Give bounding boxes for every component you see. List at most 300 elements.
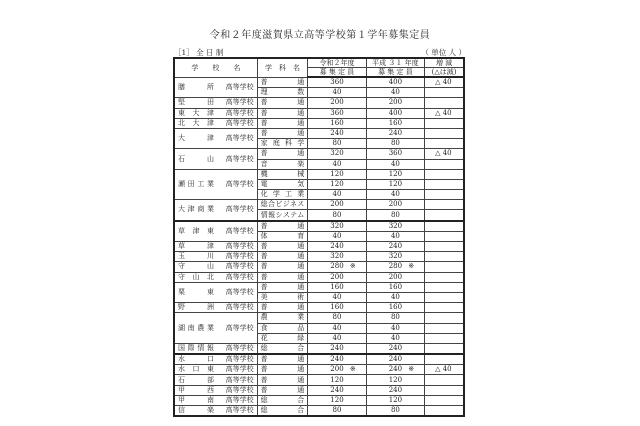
school-cell [174,385,257,395]
r2-cell [308,323,366,333]
school-cell [174,343,257,354]
h31-value: 200 [388,98,403,107]
change-cell [425,323,464,333]
table-row [174,242,464,252]
table-row [174,262,464,272]
header-r2-sub: 募 集 定 員 [308,68,366,78]
change-cell [425,159,464,169]
change-cell [425,139,464,149]
h31-value: 400 [388,78,403,87]
h31-cell [366,118,424,128]
school-suffix: 高等学校 [225,179,254,188]
dept-cell [257,98,308,108]
r2-cell [308,77,366,88]
change-cell [425,385,464,395]
dept-name: 情報システム [260,210,305,219]
change-cell [425,303,464,313]
school-name: 守山北 [178,272,214,281]
dept-cell [257,303,308,313]
r2-cell [308,179,366,189]
enrollment-table [173,57,465,417]
change-cell [425,210,464,221]
h31-value: 240 [388,129,403,138]
school-cell [174,365,257,375]
change-cell [425,262,464,272]
school-name: 甲南 [178,395,214,404]
dept-cell [257,118,308,128]
dept-name: 理数 [260,88,305,97]
h31-cell [366,262,424,272]
h31-value: 80 [390,406,400,415]
school-name: 湖南農業 [178,323,214,332]
school-suffix: 高等学校 [225,82,254,91]
school-suffix: 高等学校 [225,375,254,384]
r2-value: 320 [330,149,344,158]
school-cell [174,395,257,405]
h31-cell [366,406,424,417]
change-cell [425,343,464,354]
dept-name: 美術 [260,293,305,302]
change-cell [425,272,464,282]
dept-cell [257,406,308,417]
table-row [174,343,464,354]
h31-cell [366,343,424,354]
h31-value: 360 [388,149,403,158]
change-cell [425,108,464,118]
school-cell [174,406,257,417]
dept-name: 花緑 [260,333,305,342]
dept-cell [257,282,308,292]
school-cell [174,77,257,98]
school-suffix: 高等学校 [225,395,254,404]
r2-cell [308,139,366,149]
school-name: 野洲 [178,303,214,312]
school-name: 水口 [178,355,214,364]
r2-value: 40 [332,293,342,302]
h31-cell [366,395,424,405]
r2-cell [308,169,366,179]
h31-cell [366,169,424,179]
dept-cell [257,375,308,385]
r2-cell [308,262,366,272]
h31-value: 240 [388,343,403,352]
h31-cell [366,159,424,169]
h31-value: 40 [390,323,400,332]
school-suffix: 高等学校 [225,323,254,332]
h31-cell [366,313,424,323]
h31-value: 120 [388,169,403,178]
h31-value: 200 [388,200,403,209]
dept-name: 食品 [260,323,305,332]
r2-cell [308,190,366,200]
dept-cell [257,252,308,262]
dept-cell [257,88,308,98]
change-cell [425,179,464,189]
h31-value: 400 [388,108,403,117]
h31-value: 40 [390,231,400,240]
r2-value: 80 [332,210,342,219]
h31-value: 160 [388,282,403,291]
school-name: 玉川 [178,252,214,261]
dept-name: 普通 [260,77,305,86]
change-cell [425,128,464,138]
r2-value: 240 [330,129,344,138]
dept-name: 体育 [260,231,305,240]
r2-value: 80 [332,139,342,148]
header-change-sub: (△は減) [425,68,464,78]
school-cell [174,169,257,200]
change-cell [425,118,464,128]
school-name: 草津 [178,242,214,251]
table-row [174,354,464,365]
r2-note-mark: ※ [349,262,356,271]
h31-cell [366,333,424,343]
dept-name: 農業 [260,313,305,322]
dept-name: 家庭科学 [260,139,305,148]
r2-cell [308,282,366,292]
dept-cell [257,190,308,200]
h31-cell [366,210,424,221]
h31-value: 240 [388,385,403,394]
dept-cell [257,77,308,88]
dept-cell [257,159,308,169]
h31-value: 40 [390,190,400,199]
h31-value: 40 [390,293,400,302]
h31-value: 40 [390,159,400,168]
dept-name: 普通 [260,252,305,261]
dept-name: 化学工業 [260,190,305,199]
document-title: 令和２年度滋賀県立高等学校第１学年募集定員 [209,30,431,41]
r2-cell [308,200,366,210]
school-name: 大津 [178,134,214,143]
r2-cell [308,354,366,365]
dept-cell [257,221,308,232]
school-suffix: 高等学校 [225,355,254,364]
h31-cell [366,221,424,232]
dept-name: 普通 [260,365,305,374]
h31-value: 120 [388,375,403,384]
dept-cell [257,365,308,375]
r2-cell [308,252,366,262]
school-cell [174,149,257,169]
header-h31-sub: 募 集 定 員 [366,68,424,78]
h31-cell [366,77,424,88]
school-suffix: 高等学校 [225,343,254,352]
school-cell [174,262,257,272]
table-row [174,118,464,128]
school-name: 膳所 [178,82,214,91]
h31-value: 80 [390,313,400,322]
table-row [174,252,464,262]
table-row [174,200,464,210]
school-cell [174,313,257,344]
r2-value: 160 [330,118,344,127]
r2-value: 160 [330,303,344,312]
school-name: 瀬田工業 [178,179,214,188]
change-cell [425,406,464,417]
dept-name: 電気 [260,179,305,188]
school-cell [174,303,257,313]
h31-cell [366,88,424,98]
h31-cell [366,242,424,252]
r2-cell [308,221,366,232]
change-cell [425,169,464,179]
change-value: △ 40 [435,365,452,374]
school-cell [174,354,257,365]
dept-name: 総合ビジネス [260,200,305,209]
table-row [174,169,464,179]
h31-value: 280 [388,262,403,271]
change-cell [425,190,464,200]
dept-cell [257,313,308,323]
r2-value: 240 [330,242,344,251]
change-cell [425,354,464,365]
h31-value: 80 [390,210,400,219]
dept-name: 普通 [260,355,305,364]
school-name: 北大津 [178,118,214,127]
r2-value: 200 [330,98,344,107]
school-name: 堅田 [178,98,214,107]
r2-cell [308,242,366,252]
change-value: △ 40 [435,78,452,87]
dept-name: 普通 [260,242,305,251]
school-suffix: 高等学校 [225,252,254,261]
table-row [174,385,464,395]
dept-name: 音楽 [260,159,305,168]
dept-cell [257,108,308,118]
h31-cell [366,365,424,375]
r2-value: 360 [330,78,344,87]
school-suffix: 高等学校 [225,287,254,296]
school-name: 石部 [178,375,214,384]
h31-value: 240 [388,365,403,374]
change-cell [425,375,464,385]
school-name: 甲西 [178,385,214,394]
dept-name: 普通 [260,129,305,138]
r2-value: 200 [330,200,344,209]
school-name: 国際情報 [178,343,214,352]
r2-cell [308,210,366,221]
table-row [174,303,464,313]
r2-value: 240 [330,343,344,352]
r2-value: 80 [332,406,342,415]
r2-value: 40 [332,159,342,168]
school-cell [174,221,257,242]
h31-value: 40 [390,88,400,97]
school-cell [174,242,257,252]
r2-value: 40 [332,333,342,342]
h31-cell [366,231,424,241]
h31-cell [366,190,424,200]
h31-cell [366,385,424,395]
table-body [174,77,464,416]
school-suffix: 高等学校 [225,154,254,163]
change-cell [425,252,464,262]
r2-value: 320 [330,221,344,230]
dept-cell [257,231,308,241]
school-name: 栗東 [178,287,214,296]
table-row [174,406,464,417]
change-cell [425,395,464,405]
dept-cell [257,343,308,354]
school-cell [174,375,257,385]
r2-cell [308,159,366,169]
table-row [174,77,464,88]
school-name: 信楽 [178,406,214,415]
dept-cell [257,354,308,365]
h31-value: 40 [390,333,400,342]
school-name: 東大津 [178,108,214,117]
dept-cell [257,179,308,189]
school-suffix: 高等学校 [225,262,254,271]
dept-cell [257,385,308,395]
r2-value: 160 [330,282,344,291]
dept-name: 普通 [260,272,305,281]
r2-cell [308,108,366,118]
r2-cell [308,128,366,138]
header-h31: 平成 ３１ 年度 [366,58,424,68]
h31-value: 320 [388,221,403,230]
dept-cell [257,272,308,282]
r2-cell [308,333,366,343]
header-school: 学 校 名 [174,58,257,77]
school-name: 石山 [178,154,214,163]
change-cell [425,98,464,108]
unit-label: （ 単位 人 ） [421,48,466,57]
r2-value: 80 [332,313,342,322]
school-cell [174,200,257,221]
r2-value: 120 [330,169,344,178]
r2-cell [308,88,366,98]
dept-cell [257,139,308,149]
school-suffix: 高等学校 [225,98,254,107]
dept-cell [257,323,308,333]
school-name: 守山 [178,262,214,271]
school-suffix: 高等学校 [225,303,254,312]
h31-value: 240 [388,242,403,251]
header-dept: 学 科 名 [257,58,308,77]
h31-cell [366,139,424,149]
dept-name: 機械 [260,169,305,178]
dept-cell [257,395,308,405]
change-cell [425,282,464,292]
r2-value: 240 [330,385,344,394]
r2-cell [308,118,366,128]
dept-cell [257,292,308,302]
school-cell [174,128,257,148]
change-cell [425,77,464,88]
h31-value: 160 [388,303,403,312]
header-change: 増 減 [425,58,464,68]
table-row [174,395,464,405]
dept-cell [257,149,308,159]
dept-name: 総合 [260,343,305,352]
h31-value: 320 [388,252,403,261]
r2-cell [308,313,366,323]
h31-cell [366,323,424,333]
school-cell [174,118,257,128]
r2-value: 120 [330,179,344,188]
table-row [174,375,464,385]
h31-cell [366,282,424,292]
dept-name: 普通 [260,98,305,107]
school-suffix: 高等学校 [225,242,254,251]
change-cell [425,365,464,375]
table-row [174,98,464,108]
r2-value: 280 [330,262,344,271]
h31-cell [366,149,424,159]
dept-name: 普通 [260,282,305,291]
table-row [174,365,464,375]
school-suffix: 高等学校 [225,385,254,394]
change-cell [425,292,464,302]
r2-cell [308,395,366,405]
h31-cell [366,292,424,302]
h31-note-mark: ※ [408,262,415,271]
header-r2: 令和２年度 [308,58,366,68]
dept-cell [257,128,308,138]
table-row [174,128,464,138]
change-cell [425,242,464,252]
r2-cell [308,385,366,395]
h31-cell [366,354,424,365]
school-suffix: 高等学校 [225,272,254,281]
r2-cell [308,375,366,385]
dept-name: 総合 [260,395,305,404]
dept-name: 普通 [260,149,305,158]
r2-cell [308,272,366,282]
dept-name: 普通 [260,303,305,312]
school-name: 草津東 [178,226,214,235]
r2-value: 120 [330,375,344,384]
change-cell [425,221,464,232]
dept-name: 普通 [260,221,305,230]
change-cell [425,333,464,343]
h31-cell [366,128,424,138]
change-value: △ 40 [435,108,452,117]
dept-cell [257,200,308,210]
r2-value: 200 [330,272,344,281]
r2-value: 200 [330,365,344,374]
h31-cell [366,179,424,189]
r2-value: 40 [332,231,342,240]
school-suffix: 高等学校 [225,134,254,143]
dept-cell [257,262,308,272]
school-cell [174,272,257,282]
r2-cell [308,406,366,417]
change-cell [425,149,464,159]
section-label: ［1］ 全 日 制 [174,48,224,57]
r2-cell [308,365,366,375]
r2-value: 120 [330,395,344,404]
h31-value: 80 [390,139,400,148]
table-row [174,221,464,232]
r2-note-mark: ※ [349,365,356,374]
dept-cell [257,210,308,221]
h31-cell [366,252,424,262]
school-name: 大津商業 [178,205,214,214]
dept-name: 普通 [260,262,305,271]
h31-value: 160 [388,118,403,127]
h31-value: 240 [388,355,403,364]
change-cell [425,200,464,210]
dept-cell [257,242,308,252]
school-cell [174,282,257,302]
dept-name: 普通 [260,118,305,127]
r2-value: 40 [332,323,342,332]
school-cell [174,252,257,262]
r2-value: 360 [330,108,344,117]
